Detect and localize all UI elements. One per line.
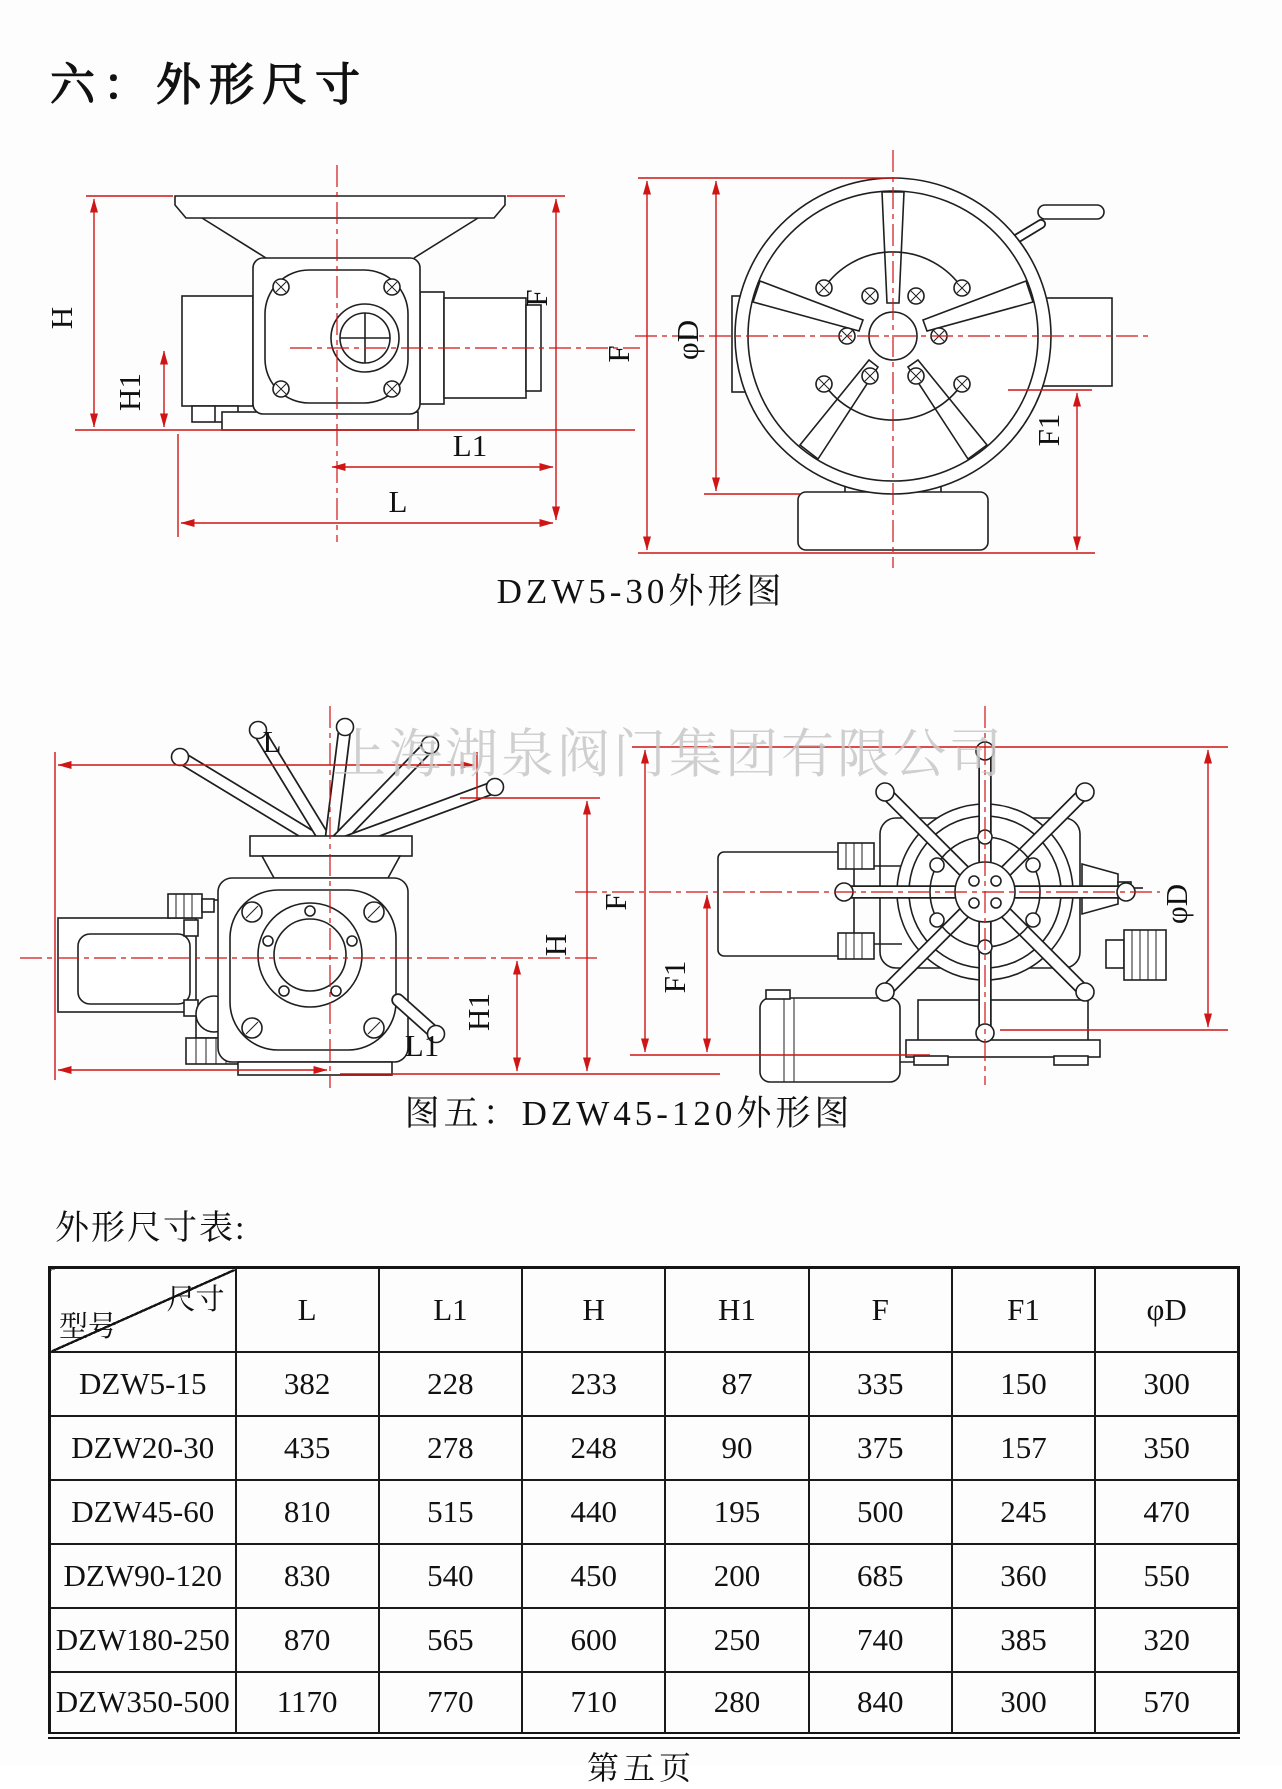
handwheel-spokes [172, 719, 504, 849]
dim-label-l1: L1 [404, 1028, 440, 1063]
value-cell: 87 [665, 1352, 808, 1416]
dim-label-l1: L1 [452, 428, 488, 463]
col-header-l1: L1 [379, 1268, 522, 1352]
value-cell: 360 [952, 1544, 1095, 1608]
dim-label-l: L [388, 484, 408, 519]
value-cell: 550 [1095, 1544, 1238, 1608]
figure2-dzw45-120-drawings [0, 695, 1282, 1095]
dim-label-f1: F1 [657, 960, 692, 994]
dim-label-h1: H1 [112, 373, 147, 411]
value-cell: 385 [952, 1608, 1095, 1672]
value-cell: 233 [522, 1352, 665, 1416]
col-header-f: F [809, 1268, 952, 1352]
value-cell: 1170 [236, 1672, 379, 1736]
table-header-row [50, 1268, 1239, 1352]
value-cell: 350 [1095, 1416, 1238, 1480]
value-cell: 565 [379, 1608, 522, 1672]
dzw5-30-side-view [44, 165, 640, 542]
value-cell: 435 [236, 1416, 379, 1480]
value-cell: 470 [1095, 1480, 1238, 1544]
dim-label-phid: φD [670, 319, 705, 361]
value-cell: 278 [379, 1416, 522, 1480]
value-cell: 300 [1095, 1352, 1238, 1416]
value-cell: 570 [1095, 1672, 1238, 1736]
corner-label-model: 型号 [59, 1310, 118, 1343]
value-cell: 382 [236, 1352, 379, 1416]
value-cell: 90 [665, 1416, 808, 1480]
value-cell: 375 [809, 1416, 952, 1480]
dim-label-f: F [598, 893, 633, 911]
value-cell: 248 [522, 1416, 665, 1480]
dimension-table [48, 1266, 1240, 1739]
table-label: 外形尺寸表: [55, 1210, 247, 1247]
value-cell: 200 [665, 1544, 808, 1608]
value-cell: 515 [379, 1480, 522, 1544]
figure1-dzw5-30-drawings [0, 130, 1282, 575]
table-row [50, 1544, 1239, 1608]
value-cell: 810 [236, 1480, 379, 1544]
dim-label-h: H [44, 306, 79, 330]
value-cell: 840 [809, 1672, 952, 1736]
col-header-phid: φD [1095, 1268, 1238, 1352]
dim-label-f: F [601, 345, 636, 363]
dim-label-f1: F1 [1031, 413, 1066, 447]
value-cell: 440 [522, 1480, 665, 1544]
value-cell: 335 [809, 1352, 952, 1416]
dzw5-30-front-view [601, 150, 1150, 568]
table-row [50, 1672, 1239, 1736]
dzw45-120-front-view [575, 706, 1228, 1085]
col-header-f1: F1 [952, 1268, 1095, 1352]
dim-label-h: H [538, 933, 573, 957]
table-row [50, 1480, 1239, 1544]
value-cell: 600 [522, 1608, 665, 1672]
model-cell: DZW20-30 [50, 1416, 236, 1480]
value-cell: 685 [809, 1544, 952, 1608]
figure1-caption: DZW5-30外形图 [496, 572, 786, 611]
dim-label-l: L [262, 724, 282, 759]
table-row [50, 1608, 1239, 1672]
value-cell: 830 [236, 1544, 379, 1608]
page-title: 六：外形尺寸 [50, 60, 369, 110]
value-cell: 280 [665, 1672, 808, 1736]
page-number: 第五页 [586, 1750, 695, 1786]
value-cell: 195 [665, 1480, 808, 1544]
model-cell: DZW5-15 [50, 1352, 236, 1416]
col-header-h: H [522, 1268, 665, 1352]
value-cell: 710 [522, 1672, 665, 1736]
dim-label-f: F [519, 289, 554, 307]
value-cell: 540 [379, 1544, 522, 1608]
value-cell: 740 [809, 1608, 952, 1672]
col-header-h1: H1 [665, 1268, 808, 1352]
figure2-caption: 图五：DZW45-120外形图 [404, 1094, 854, 1133]
model-cell: DZW180-250 [50, 1608, 236, 1672]
value-cell: 450 [522, 1544, 665, 1608]
value-cell: 157 [952, 1416, 1095, 1480]
value-cell: 150 [952, 1352, 1095, 1416]
corner-label-size: 尺寸 [166, 1284, 225, 1316]
watermark: 上海湖泉阀门集团有限公司 [333, 726, 1005, 784]
model-cell: DZW90-120 [50, 1544, 236, 1608]
model-cell: DZW350-500 [50, 1672, 236, 1736]
value-cell: 870 [236, 1608, 379, 1672]
value-cell: 250 [665, 1608, 808, 1672]
table-row [50, 1416, 1239, 1480]
value-cell: 320 [1095, 1608, 1238, 1672]
col-header-l: L [236, 1268, 379, 1352]
value-cell: 228 [379, 1352, 522, 1416]
table-corner-cell [50, 1268, 236, 1352]
value-cell: 500 [809, 1480, 952, 1544]
dim-label-phid: φD [1159, 883, 1194, 925]
table-row [50, 1352, 1239, 1416]
model-cell: DZW45-60 [50, 1480, 236, 1544]
handwheel-handle [1038, 205, 1104, 219]
dim-label-h1: H1 [461, 993, 496, 1031]
value-cell: 300 [952, 1672, 1095, 1736]
value-cell: 770 [379, 1672, 522, 1736]
value-cell: 245 [952, 1480, 1095, 1544]
